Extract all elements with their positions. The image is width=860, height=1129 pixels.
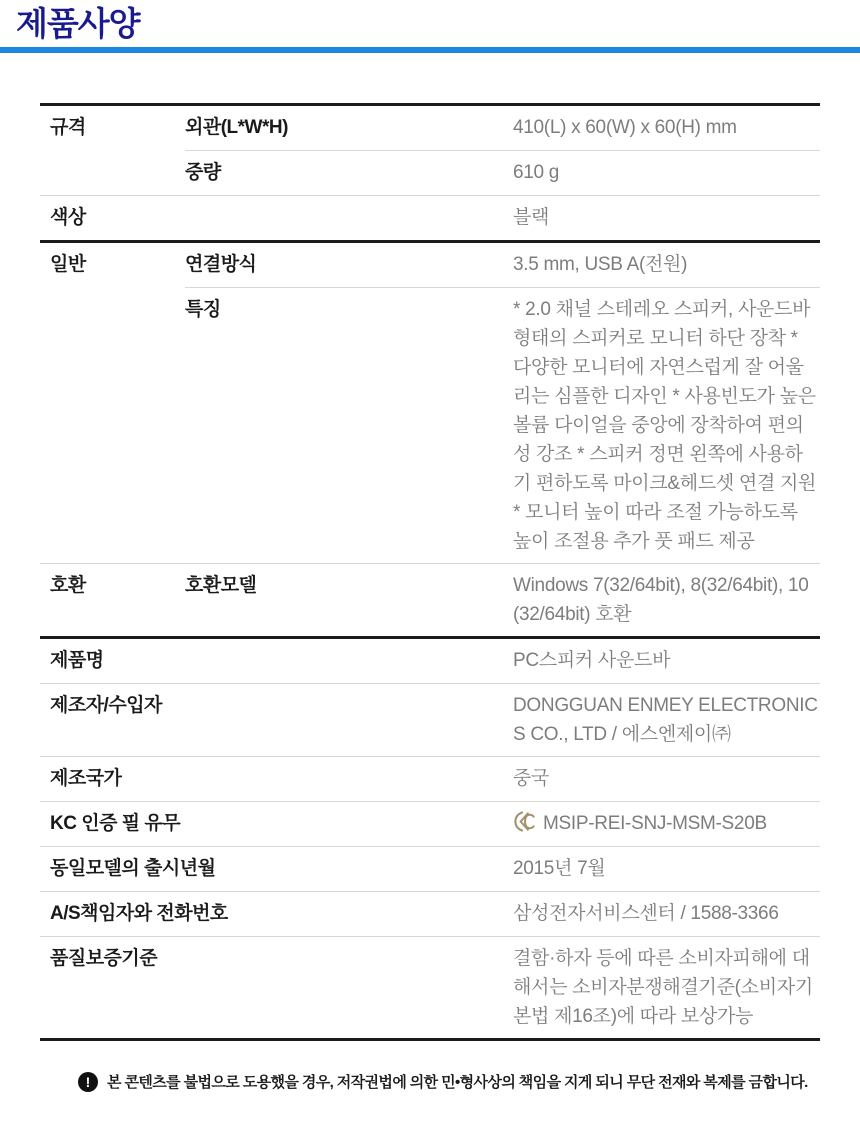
spec-value: 610 g [513,162,560,183]
spec-value: * 2.0 채널 스테레오 스피커, 사운드바 형태의 스피커로 모니터 하단 장착 * 다양한 모니터에 자연스럽게 잘 어울리는 심플한 디자인 * 사용빈도가 높은 볼륨 다이얼을 중앙에 장착하여 편의성 강조 * 스피커 정면 왼쪽에 사용하기 편하도록 마이크&헤드셋 연결 지원 * 모니터 높이 따라 조절 가능하도록 높이 조절용 추가 풋 패드 제공 [513,299,817,552]
spec-row [40,892,820,936]
spec-row [40,288,820,563]
kc-certification-number: MSIP-REI-SNJ-MSM-S20B [543,813,767,834]
spec-row [40,639,820,683]
spec-row [40,802,820,846]
spec-label: 특징 [185,299,221,320]
spec-value [513,809,820,839]
copyright-footer [78,1071,840,1092]
spec-row [40,847,820,891]
spec-label: 외관(L*W*H) [185,117,288,138]
spec-category: 규격 [50,117,86,138]
spec-label: 중량 [185,162,221,183]
spec-row [40,564,820,636]
spec-row [40,684,820,756]
spec-category: KC 인증 필 유무 [50,813,181,834]
spec-category: 제조자/수입자 [50,695,162,716]
spec-value: 410(L) x 60(W) x 60(H) mm [513,117,737,138]
spec-category [40,295,185,556]
spec-row [40,106,820,150]
spec-value: 2015년 7월 [513,858,606,879]
copyright-text: 본 콘텐츠를 불법으로 도용했을 경우, 저작권법에 의한 민•형사상의 책임을 지게 되니 무단 전재와 복제를 금합니다. [107,1074,808,1091]
kc-mark-icon [513,810,536,833]
spec-value: Windows 7(32/64bit), 8(32/64bit), 10(32/64bit) 호환 [513,575,809,625]
spec-category [40,158,185,188]
spec-value: PC스피커 사운드바 [513,650,671,671]
spec-value: 중국 [513,768,550,789]
spec-category: 호환 [50,575,86,596]
page-header [0,0,860,53]
spec-category: 색상 [50,207,86,228]
spec-category: 품질보증기준 [50,948,158,969]
spec-row [40,937,820,1038]
spec-value: 삼성전자서비스센터 / 1588-3366 [513,903,779,924]
spec-value: 결함·하자 등에 따른 소비자피해에 대해서는 소비자분쟁해결기준(소비자기본법 제16조)에 따라 보상가능 [513,948,813,1027]
spec-row [40,757,820,801]
spec-category: 제조국가 [50,768,122,789]
spec-category: 일반 [50,254,86,275]
spec-category: A/S책임자와 전화번호 [50,903,228,924]
spec-category: 제품명 [50,650,104,671]
accent-bar [0,47,860,53]
page-title: 제품사양 [16,5,140,42]
spec-label: 호환모델 [185,575,257,596]
spec-value: 3.5 mm, USB A(전원) [513,254,688,275]
exclamation-icon: ! [78,1072,98,1092]
spec-value: 블랙 [513,207,550,228]
spec-row [40,243,820,287]
spec-row [40,196,820,240]
spec-category: 동일모델의 출시년월 [50,858,216,879]
spec-row [40,151,820,195]
spec-table [40,103,820,1041]
spec-value: DONGGUAN ENMEY ELECTRONICS CO., LTD / 에스엔제이㈜ [513,695,818,745]
spec-label: 연결방식 [185,254,257,275]
